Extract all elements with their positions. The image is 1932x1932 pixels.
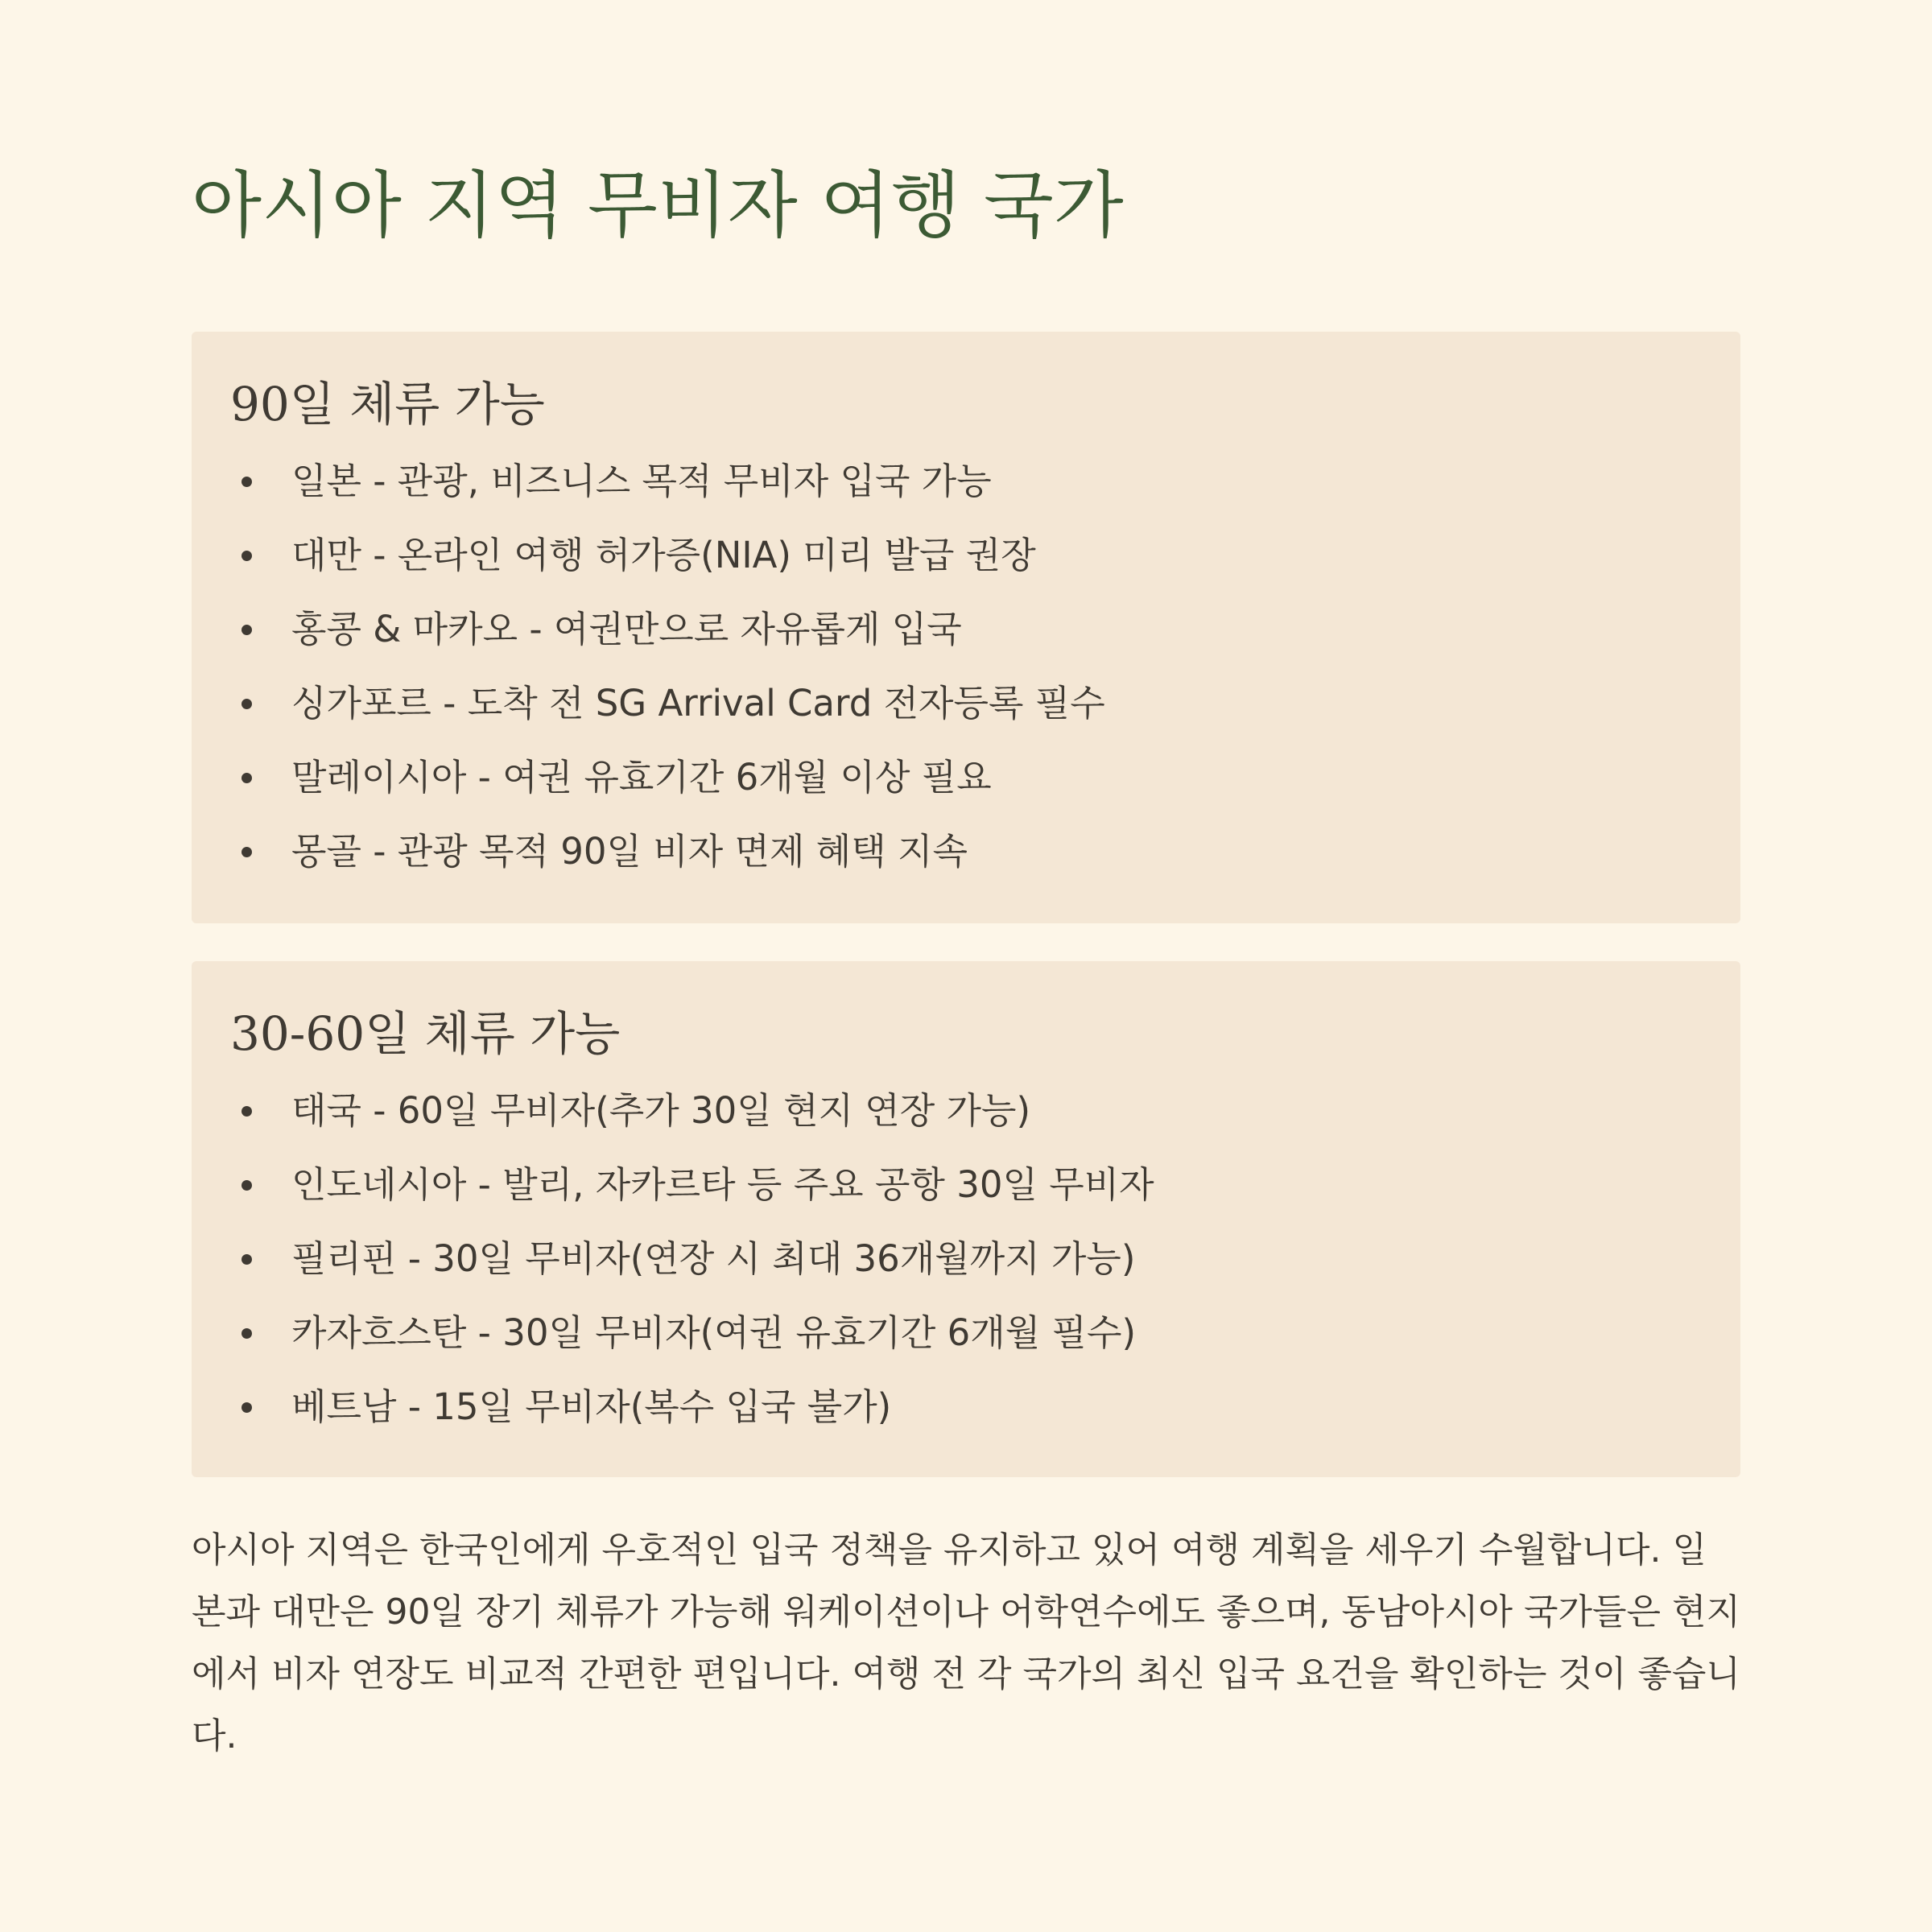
country-list	[230, 444, 1702, 889]
bullet-icon	[242, 699, 252, 709]
list-item	[230, 667, 1702, 741]
bullet-icon	[242, 551, 252, 561]
bullet-icon	[242, 1106, 252, 1117]
page-title: 아시아 지역 무비자 여행 국가	[192, 163, 1124, 248]
list-item	[230, 1148, 1702, 1222]
summary-paragraph: 아시아 지역은 한국인에게 우호적인 입국 정책을 유지하고 있어 여행 계획을 세우기 수월합니다. 일본과 대만은 90일 장기 체류가 가능해 워케이션이나 어학연수에도 좋으며, 동남아시아 국가들은 현지에서 비자 연장도 비교적 간편한 편입니다. 여행 전 각 국가의 최신 입국 요건을 확인하는 것이 좋습니다.	[192, 1530, 1740, 1757]
bullet-icon	[242, 773, 252, 783]
bullet-icon	[242, 1180, 252, 1191]
list-item	[230, 444, 1702, 518]
list-item-text: 말레이시아 - 여권 유효기간 6개월 이상 필요	[291, 756, 992, 799]
list-item-text: 카자흐스탄 - 30일 무비자(여권 유효기간 6개월 필수)	[291, 1311, 1136, 1354]
list-item-text: 인도네시아 - 발리, 자카르타 등 주요 공항 30일 무비자	[291, 1163, 1154, 1206]
list-item-text: 필리핀 - 30일 무비자(연장 시 최대 36개월까지 가능)	[291, 1237, 1136, 1280]
section-heading: 30-60일 체류 가능	[230, 1006, 621, 1061]
bullet-icon	[242, 1402, 252, 1413]
list-item	[230, 1222, 1702, 1296]
list-item	[230, 1296, 1702, 1370]
section-heading: 90일 체류 가능	[230, 377, 545, 431]
bullet-icon	[242, 1328, 252, 1339]
list-item-text: 베트남 - 15일 무비자(복수 입국 불가)	[291, 1385, 892, 1428]
list-item-text: 몽골 - 관광 목적 90일 비자 면제 혜택 지속	[291, 830, 968, 873]
section-90-days	[192, 332, 1740, 923]
section-30-60-days	[192, 961, 1740, 1477]
bullet-icon	[242, 477, 252, 487]
list-item-text: 일본 - 관광, 비즈니스 목적 무비자 입국 가능	[291, 460, 992, 502]
list-item	[230, 815, 1702, 889]
country-list	[230, 1074, 1702, 1444]
bullet-icon	[242, 847, 252, 857]
list-item	[230, 518, 1702, 592]
list-item	[230, 741, 1702, 815]
list-item-text: 대만 - 온라인 여행 허가증(NIA) 미리 발급 권장	[291, 534, 1036, 576]
list-item	[230, 1370, 1702, 1444]
bullet-icon	[242, 625, 252, 635]
list-item	[230, 592, 1702, 667]
list-item-text: 홍콩 & 마카오 - 여권만으로 자유롭게 입국	[291, 608, 962, 650]
list-item-text: 싱가포르 - 도착 전 SG Arrival Card 전자등록 필수	[291, 682, 1105, 724]
list-item-text: 태국 - 60일 무비자(추가 30일 현지 연장 가능)	[291, 1089, 1031, 1132]
list-item	[230, 1074, 1702, 1148]
bullet-icon	[242, 1254, 252, 1265]
